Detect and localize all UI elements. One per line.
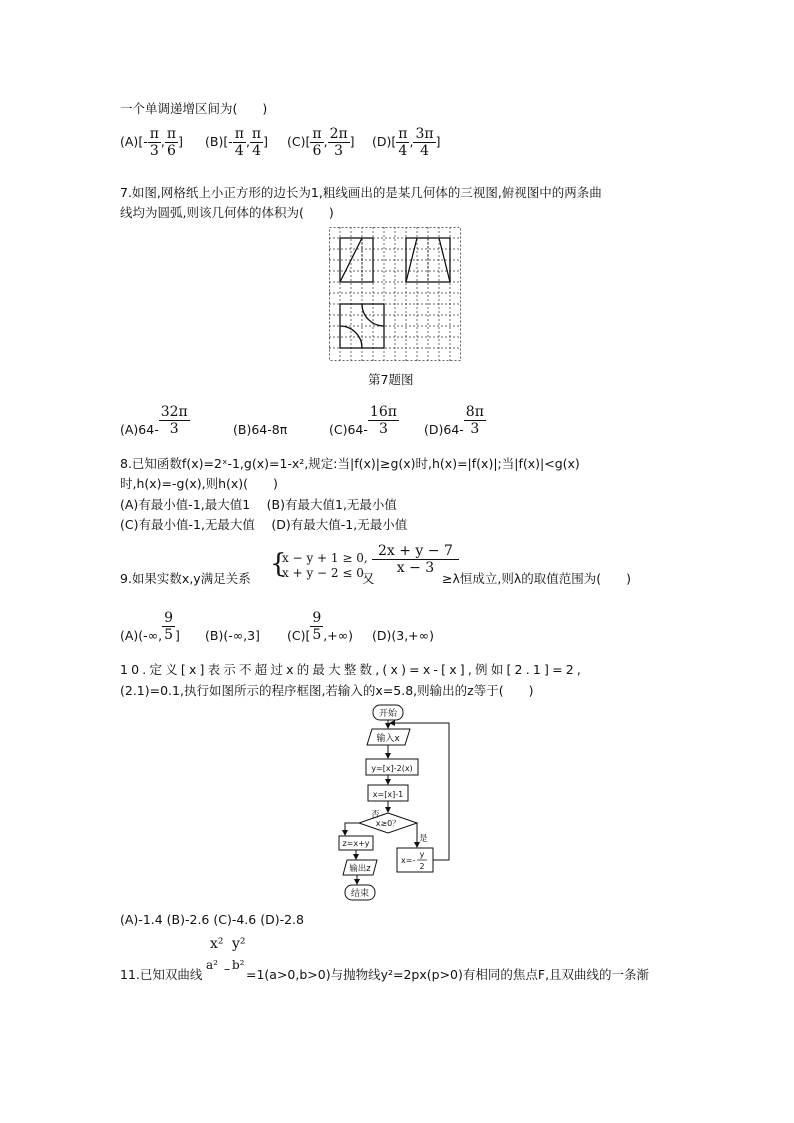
q9-system-line2: x + y − 2 ≤ 0,	[282, 566, 368, 580]
flow-output-text: 输出z	[349, 864, 371, 874]
q8-options-cd: (C)有最小值-1,无最大值 (D)有最大值-1,无最小值	[120, 517, 408, 532]
flow-assign-den: 2	[419, 862, 425, 871]
flow-input-text: 输入x	[376, 734, 400, 744]
q11-b2: b²	[232, 958, 245, 972]
q6-option: (B)[- $\frac{\pi}{4}$ , $\frac{\pi}{4}$ ]	[205, 126, 269, 160]
q8-stem-line1: 8.已知函数f(x)=2ˣ-1,g(x)=1-x²,规定:当|f(x)|≥g(x)时,h(x)=|f(x)|;当|f(x)|<g(x)	[120, 456, 580, 471]
figure7-caption: 第7题图	[368, 372, 414, 387]
flow-start-text: 开始	[378, 709, 398, 719]
q11-a2: a²	[206, 958, 218, 972]
q10-stem-line1: 10.定义[x]表示不超过x的最大整数,(x)=x-[x],例如[2.1]=2,	[120, 662, 585, 677]
q9-mid: 又	[362, 571, 375, 586]
q7-option: (C)64- $\frac{16\pi}{3}$	[329, 403, 397, 437]
flowchart	[335, 701, 455, 903]
q9-option: (D)(3,+∞)	[372, 628, 434, 643]
three-view-figure	[329, 227, 461, 361]
flow-step1-text: y=[x]-2(x)	[371, 764, 413, 773]
q7-option: (A)64- $\frac{32\pi}{3}$	[120, 403, 188, 437]
flow-no-label: 否	[371, 810, 380, 820]
q11-minus: –	[224, 961, 231, 976]
q9-brace: {	[270, 549, 287, 579]
q8-stem-line2: 时,h(x)=-g(x),则h(x)( )	[120, 476, 278, 491]
q7-option: (B)64-8π	[233, 422, 288, 437]
q9-option: (B)(-∞,3]	[205, 628, 260, 643]
flow-condition-text: x≥0？	[375, 819, 401, 828]
q6-stem: 一个单调递增区间为( )	[120, 101, 268, 116]
q8-options-ab: (A)有最小值-1,最大值1 (B)有最大值1,无最小值	[120, 497, 397, 512]
q7-stem-line1: 7.如图,网格纸上小正方形的边长为1,粗线画出的是某几何体的三视图,俯视图中的两条曲	[120, 185, 602, 200]
q9-system-line1: x − y + 1 ≥ 0,	[282, 551, 368, 565]
flow-z-text: z=x+y	[342, 839, 370, 848]
q11-y2: y²	[232, 936, 246, 952]
q6-option: (C)[ $\frac{\pi}{6}$ , $\frac{2\pi}{3}$ ]	[287, 126, 355, 160]
flow-assign-pre: x=-	[401, 856, 416, 865]
flow-end-text: 结束	[350, 889, 370, 899]
q9-prefix: 9.如果实数x,y满足关系	[120, 571, 251, 586]
q11-rest: =1(a>0,b>0)与抛物线y²=2px(p>0)有相同的焦点F,且双曲线的一条渐	[246, 967, 650, 982]
q7-option: (D)64- $\frac{8\pi}{3}$	[424, 403, 484, 437]
q7-stem-line2: 线均为圆弧,则该几何体的体积为( )	[120, 205, 334, 220]
q6-option: (D)[ $\frac{\pi}{4}$ , $\frac{3\pi}{4}$ ]	[372, 126, 441, 160]
q9-option: (C)[ $\frac{9}{5}$ ,+∞)	[287, 609, 354, 643]
q6-option: (A)[- $\frac{\pi}{3}$ , $\frac{\pi}{6}$ ]	[120, 126, 183, 160]
q9-frac-num: 2x + y − 7	[372, 543, 459, 560]
flow-yes-label: 是	[419, 834, 428, 844]
q9-suffix: ≥λ恒成立,则λ的取值范围为( )	[442, 571, 631, 586]
flow-assign-num: y	[419, 850, 425, 859]
q11-x2: x²	[210, 936, 224, 952]
q9-option: (A)(-∞, $\frac{9}{5}$ ]	[120, 609, 180, 643]
front-view	[340, 238, 373, 282]
q10-options: (A)-1.4 (B)-2.6 (C)-4.6 (D)-2.8	[120, 912, 304, 927]
q11-prefix: 11.已知双曲线	[120, 967, 203, 982]
q9-frac-den: x − 3	[396, 560, 435, 577]
q10-stem-line2: (2.1)=0.1,执行如图所示的程序框图,若输入的x=5.8,则输出的z等于( )	[120, 683, 534, 698]
flow-step2-text: x=[x]-1	[372, 790, 404, 799]
